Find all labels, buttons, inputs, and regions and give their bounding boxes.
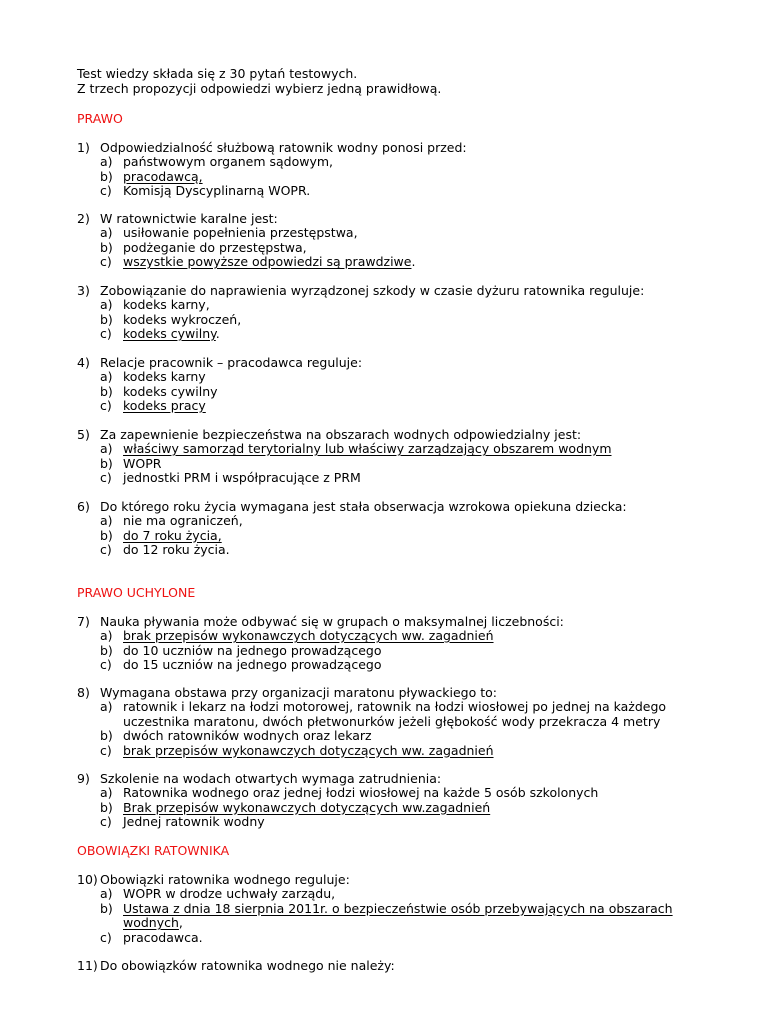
answer-letter: c) <box>100 183 112 198</box>
question-number: 9) <box>77 771 90 786</box>
answer-text <box>123 241 307 256</box>
answer-text <box>123 786 598 801</box>
answer-text <box>123 471 361 486</box>
answer-part: podżeganie do przestępstwa, <box>123 239 307 255</box>
question-number: 6) <box>77 499 90 514</box>
answer-letter: c) <box>100 470 112 485</box>
answer-letter: c) <box>100 929 112 945</box>
question-number: 5) <box>77 427 90 442</box>
answer-letter: a) <box>100 886 113 901</box>
correct-answer-part: wszystkie powyższe odpowiedzi są prawdziwe <box>123 254 412 269</box>
correct-answer-part: brak przepisów wykonawczych dotyczących ww. zagadnień <box>123 742 494 758</box>
question <box>0 685 768 758</box>
question-number: 7) <box>77 614 90 629</box>
question-text: Szkolenie na wodach otwartych wymaga zatrudnienia: <box>100 771 442 786</box>
answer-option <box>0 744 768 759</box>
question-text: W ratownictwie karalne jest: <box>100 211 278 226</box>
question <box>0 427 768 486</box>
answer-part: ratownik i lekarz na łodzi motorowej, ratownik na łodzi wiosłowej po jednej na każdego <box>123 699 667 714</box>
answer-part: do 15 uczniów na jednego prowadzącego <box>123 657 382 672</box>
answer-option-continuation <box>0 916 768 931</box>
answer-part: . <box>215 326 220 341</box>
answer-option <box>0 471 768 486</box>
correct-answer-part: wodnych <box>123 915 179 930</box>
question <box>0 958 768 973</box>
answer-letter: a) <box>100 297 113 312</box>
answer-part: . <box>411 254 416 269</box>
answer-option <box>0 529 768 544</box>
answer-letter: c) <box>100 542 112 557</box>
section-heading: OBOWIĄZKI RATOWNIKA <box>77 843 230 858</box>
answer-option <box>0 801 768 816</box>
question-text: Odpowiedzialność służbową ratownik wodny ponosi przed: <box>100 140 467 155</box>
answer-option <box>0 298 768 313</box>
answer-text <box>123 801 490 816</box>
answer-option <box>0 155 768 170</box>
answer-text <box>123 184 310 199</box>
answer-part: do 12 roku życia. <box>123 542 230 557</box>
correct-answer-part: do 7 roku życia, <box>123 527 222 543</box>
answer-option <box>0 658 768 673</box>
answer-text <box>123 729 372 744</box>
answer-part: kodeks karny, <box>123 297 210 312</box>
answer-letter: b) <box>100 799 113 815</box>
answer-part: WOPR <box>123 455 162 471</box>
answer-text <box>123 298 210 313</box>
intro-line: Z trzech propozycji odpowiedzi wybierz jedną prawidłową. <box>77 81 442 96</box>
answer-part: usiłowanie popełnienia przestępstwa, <box>123 225 358 240</box>
question-text: Do obowiązków ratownika wodnego nie należy: <box>100 958 395 973</box>
answer-part: do 10 uczniów na jednego prowadzącego <box>123 642 382 658</box>
answer-letter: b) <box>100 168 113 184</box>
answer-option <box>0 514 768 529</box>
answer-option <box>0 170 768 185</box>
answer-option <box>0 184 768 199</box>
answer-option <box>0 629 768 644</box>
answer-letter: a) <box>100 628 113 643</box>
answer-option <box>0 442 768 457</box>
answer-letter: b) <box>100 239 113 255</box>
answer-part: Komisją Dyscyplinarną WOPR. <box>123 183 311 198</box>
question-text: Obowiązki ratownika wodnego reguluje: <box>100 872 350 887</box>
answer-letter: c) <box>100 398 112 413</box>
answer-option <box>0 457 768 472</box>
question <box>0 771 768 830</box>
answer-part: , <box>178 915 183 930</box>
answer-option <box>0 255 768 270</box>
question-number: 4) <box>77 355 90 370</box>
answer-letter: b) <box>100 900 113 916</box>
answer-text <box>123 442 612 457</box>
intro-line: Test wiedzy składa się z 30 pytań testowych. <box>77 66 358 81</box>
answer-letter: a) <box>100 154 113 169</box>
answer-text <box>123 744 494 759</box>
answer-text <box>123 226 358 241</box>
answer-letter: a) <box>100 369 113 384</box>
answer-text <box>123 715 660 730</box>
answer-part: uczestnika maratonu, dwóch płetwonurków jeżeli głębokość wody przekracza 4 metry <box>123 713 661 729</box>
question <box>0 355 768 414</box>
question-text: Zobowiązanie do naprawienia wyrządzonej szkody w czasie dyżuru ratownika reguluje: <box>100 283 645 298</box>
question <box>0 872 768 945</box>
answer-option <box>0 887 768 902</box>
answer-part: dwóch ratowników wodnych oraz lekarz <box>123 728 372 743</box>
answer-part: kodeks karny <box>123 369 206 384</box>
question-text: Do którego roku życia wymagana jest stała obserwacja wzrokowa opiekuna dziecka: <box>100 499 627 514</box>
answer-option <box>0 700 768 715</box>
question <box>0 499 768 558</box>
correct-answer-part: Ustawa z dnia 18 sierpnia 2011r. o bezpieczeństwie osób przebywających na obszarach <box>123 900 673 916</box>
question-number: 11) <box>77 958 98 973</box>
question-number: 2) <box>77 211 90 226</box>
answer-option <box>0 931 768 946</box>
answer-text <box>123 170 203 185</box>
correct-answer-part: brak przepisów wykonawczych dotyczących ww. zagadnień <box>123 628 494 643</box>
answer-text <box>123 155 333 170</box>
question <box>0 140 768 199</box>
answer-text <box>123 887 335 902</box>
answer-part: państwowym organem sądowym, <box>123 154 334 169</box>
answer-text <box>123 514 243 529</box>
answer-part: kodeks cywilny <box>123 383 218 399</box>
answer-text <box>123 385 218 400</box>
answer-letter: c) <box>100 326 112 341</box>
answer-text <box>123 543 230 558</box>
answer-option <box>0 399 768 414</box>
question-text: Relacje pracownik – pracodawca reguluje: <box>100 355 363 370</box>
answer-text <box>123 931 203 946</box>
answer-letter: b) <box>100 311 113 327</box>
answer-part: Ratownika wodnego oraz jednej łodzi wiosłowej na każde 5 osób szkolonych <box>123 785 599 800</box>
answer-letter: b) <box>100 383 113 399</box>
answer-option <box>0 370 768 385</box>
answer-option <box>0 313 768 328</box>
answer-part: Jednej ratownik wodny <box>123 814 265 829</box>
question-text: Wymagana obstawa przy organizacji maratonu pływackiego to: <box>100 685 497 700</box>
answer-option <box>0 327 768 342</box>
intro <box>77 66 441 96</box>
answer-option <box>0 729 768 744</box>
question <box>0 614 768 673</box>
section-heading: PRAWO <box>77 111 123 126</box>
answer-text <box>123 658 381 673</box>
question <box>0 283 768 342</box>
answer-part: kodeks wykroczeń, <box>123 311 242 327</box>
answer-option <box>0 241 768 256</box>
answer-letter: b) <box>100 642 113 658</box>
answer-text <box>123 327 220 342</box>
answer-text <box>123 529 222 544</box>
answer-part: pracodawca. <box>123 929 203 945</box>
answer-letter: b) <box>100 455 113 471</box>
answer-text <box>123 700 666 715</box>
answer-letter: a) <box>100 513 113 528</box>
question <box>0 211 768 270</box>
question-number: 8) <box>77 685 90 700</box>
answer-letter: c) <box>100 742 112 758</box>
answer-text <box>123 370 206 385</box>
answer-letter: c) <box>100 814 112 829</box>
question-number: 3) <box>77 283 90 298</box>
question-number: 1) <box>77 140 90 155</box>
answer-letter: a) <box>100 225 113 240</box>
correct-answer-part: pracodawcą, <box>123 168 203 184</box>
section-heading: PRAWO UCHYLONE <box>77 585 196 600</box>
answer-letter: a) <box>100 441 113 456</box>
answer-option <box>0 815 768 830</box>
question-text: Nauka pływania może odbywać się w grupach o maksymalnej liczebności: <box>100 614 564 629</box>
answer-text <box>123 644 381 659</box>
correct-answer-part: kodeks cywilny <box>123 326 216 341</box>
answer-letter: b) <box>100 728 113 743</box>
answer-text <box>123 902 673 917</box>
answer-text <box>123 916 183 931</box>
answer-letter: c) <box>100 254 112 269</box>
question-number: 10) <box>77 872 98 887</box>
correct-answer-part: kodeks pracy <box>123 398 206 413</box>
correct-answer-part: Brak przepisów wykonawczych dotyczących ww.zagadnień <box>123 799 491 815</box>
answer-letter: c) <box>100 657 112 672</box>
question-text: Za zapewnienie bezpieczeństwa na obszarach wodnych odpowiedzialny jest: <box>100 427 582 442</box>
answer-text <box>123 313 241 328</box>
answer-letter: a) <box>100 785 113 800</box>
correct-answer-part: właściwy samorząd terytorialny lub właściwy zarządzający obszarem wodnym <box>123 441 612 456</box>
answer-text <box>123 255 415 270</box>
answer-text <box>123 457 161 472</box>
answer-option <box>0 902 768 917</box>
answer-part: WOPR w drodze uchwały zarządu, <box>123 886 336 901</box>
answer-part: nie ma ograniczeń, <box>123 513 243 528</box>
answer-option-continuation <box>0 715 768 730</box>
answer-text <box>123 815 265 830</box>
answer-option <box>0 786 768 801</box>
answer-text <box>123 629 494 644</box>
answer-option <box>0 226 768 241</box>
answer-option <box>0 543 768 558</box>
answer-letter: b) <box>100 527 113 543</box>
answer-option <box>0 385 768 400</box>
answer-text <box>123 399 206 414</box>
answer-option <box>0 644 768 659</box>
answer-letter: a) <box>100 699 113 714</box>
answer-part: jednostki PRM i współpracujące z PRM <box>123 470 361 485</box>
